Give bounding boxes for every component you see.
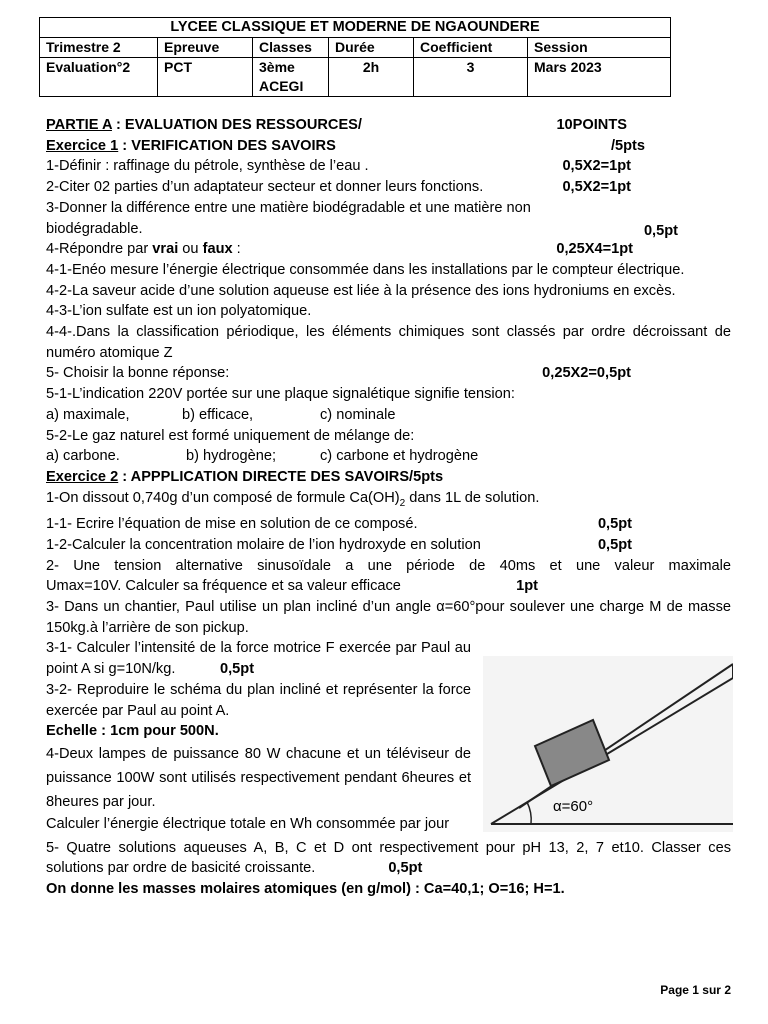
inclined-plane-figure [483,656,733,832]
ex1-q51-option-c: c) nominale [320,406,396,423]
ex1-q4-vrai: vrai [152,241,179,258]
ex2-q2-points: 1pt [516,578,538,595]
ex1-q51: 5-1-L’indication 220V portée sur une plaque signalétique signifie tension: [46,386,515,403]
ex2-q1-prefix: 1-On dissout 0,740g d’un composé de formule Ca(OH) [46,489,400,506]
ex1-q4-prefix: 4-Répondre par [46,241,153,258]
ex2-masses: On donne les masses molaires atomiques (en g/mol) : Ca=40,1; O=16; H=1. [46,881,565,898]
ex1-q4-mid: ou [178,241,203,258]
ex2-q3: 3- Dans un chantier, Paul utilise un plan incliné d’un angle α=60°pour soulever une charge M de masse 150kg.à l’arrière de son pickup. [46,599,731,636]
ex2-q12 [46,535,731,556]
ex2-q4: 4-Deux lampes de puissance 80 W chacune et un téléviseur de puissance 100W sont utilisés respectivement pendant 6heures et 8heures par jour. [46,746,471,810]
ex2-q31-text: 3-1- Calculer l’intensité de la force motrice F exercée par Paul au point A si g=10N/kg. [46,640,471,678]
value-classes: 3ème ACEGI [253,58,329,97]
label-coefficient: Coefficient [414,38,528,58]
ex2-q2-line1: 2- Une tension alternative sinusoïdale a une période de 40ms et une valeur maximale [46,557,731,574]
ex1-q52-option-a: a) carbone. [46,448,120,465]
ex2-q11-points: 0,5pt [597,516,632,533]
ex1-q44: 4-4-.Dans la classification périodique, les éléments chimiques sont classés par ordre décroissant de numéro atomique Z [46,324,731,361]
ex1-q2-text: 2-Citer 02 parties d’un adaptateur secteur et donner leurs fonctions. [46,179,484,196]
exercice-2-subtitle: : APPPLICATION DIRECTE DES SAVOIRS/5pts [118,468,444,485]
ex1-q52-option-c: c) carbone et hydrogène [320,448,479,465]
label-trimestre: Trimestre 2 [40,38,158,58]
ex1-q5-points: 0,25X2=0,5pt [542,365,631,382]
partie-a-subtitle: : EVALUATION DES RESSOURCES/ [111,117,362,133]
label-classes: Classes [253,38,329,58]
ex1-q1-points: 0,5X2=1pt [562,158,631,175]
ex1-q51-option-a: a) maximale, [46,406,130,423]
ex1-q2 [46,177,731,198]
ex1-q2-points: 0,5X2=1pt [562,179,631,196]
value-epreuve: PCT [158,58,253,97]
ex1-q51-option-b: b) efficace, [182,406,254,423]
label-duree: Durée [329,38,414,58]
ex2-q32: 3-2- Reproduire le schéma du plan incliné et représenter la force exercée par Paul au point A. [46,681,471,719]
label-epreuve: Epreuve [158,38,253,58]
ex1-q4-points: 0,25X4=1pt [556,241,633,258]
exercice-2-heading [46,467,731,488]
value-trimestre: Evaluation°2 [40,58,158,97]
exercice-1-title: Exercice 1 [46,137,119,154]
partie-a-title: PARTIE A [46,117,112,133]
ex1-q41: 4-1-Enéo mesure l’énergie électrique consommée dans les installations par le compteur électrique. [46,261,685,278]
ex1-q5-text: 5- Choisir la bonne réponse: [46,365,230,382]
ex1-q42: 4-2-La saveur acide d’une solution aqueuse est liée à la présence des ions hydroniums en excès. [46,282,676,299]
ex1-q4-faux: faux [202,241,233,258]
exercice-1-heading [46,136,731,157]
ex1-q51-options [46,405,731,426]
ex2-q2-line2 [46,576,731,597]
ex1-q3-line2 [46,219,731,240]
exercice-1-points: /5pts [610,137,645,154]
ex1-q4 [46,239,731,260]
ex2-q12-text: 1-2-Calculer la concentration molaire de l’ion hydroxyde en solution [46,536,481,553]
ex2-q1-suffix: dans 1L de solution. [405,489,540,506]
ex1-q3-text: biodégradable. [46,220,143,237]
partie-a-points: 10POINTS [556,117,627,133]
page-footer: Page 1 sur 2 [660,983,731,997]
exercice-2-title: Exercice 2 [46,468,119,485]
ex2-q31 [46,638,471,679]
ex2-q2-text: Umax=10V. Calculer sa fréquence et sa valeur efficace [46,578,401,595]
ex1-q52-options [46,446,731,467]
ex2-q1-subscript: 2 [399,497,406,509]
ex2-q12-points: 0,5pt [597,536,632,553]
value-session: Mars 2023 [528,58,671,97]
school-name: LYCEE CLASSIQUE ET MODERNE DE NGAOUNDERE [40,18,671,38]
value-coefficient: 3 [414,58,528,97]
ex2-q1 [46,488,731,515]
ex2-q4-text: Calculer l’énergie électrique totale en Wh consommée par jour [46,816,450,832]
ex1-q1 [46,156,731,177]
inclined-plane-svg [483,656,733,832]
partie-a-heading [46,115,731,136]
ex2-q5-points: 0,5pt [388,860,423,877]
ex2-scale: Echelle : 1cm pour 500N. [46,723,219,740]
ex2-q31-points: 0,5pt [220,661,255,678]
ex2-q5-text: 5- Quatre solutions aqueuses A, B, C et D ont respectivement pour pH 13, 2, 7 et10. Classer ces solutions par ordre de basicité croissante. [46,839,731,877]
ex2-q5 [46,838,731,879]
ex1-q1-text: 1-Définir : raffinage du pétrole, synthèse de l’eau . [46,158,369,175]
ex1-q52: 5-2-Le gaz naturel est formé uniquement de mélange de: [46,427,415,444]
exercice-1-subtitle: : VERIFICATION DES SAVOIRS [118,137,336,154]
label-session: Session [528,38,671,58]
header-table [39,17,671,97]
value-duree: 2h [329,58,414,97]
ex1-q4-suffix: : [232,241,241,258]
ex2-q11 [46,514,731,535]
angle-label: α=60° [553,798,594,815]
ex1-q3-line1: 3-Donner la différence entre une matière biodégradable et une matière non [46,199,531,216]
ex1-q52-option-b: b) hydrogène; [186,448,277,465]
ex2-q11-text: 1-1- Ecrire l’équation de mise en solution de ce composé. [46,516,418,533]
ex1-q5 [46,363,731,384]
ex2-wrapped-block [46,638,471,814]
ex1-q43: 4-3-L’ion sulfate est un ion polyatomique. [46,303,312,320]
ex1-q3-points: 0,5pt [643,222,678,239]
